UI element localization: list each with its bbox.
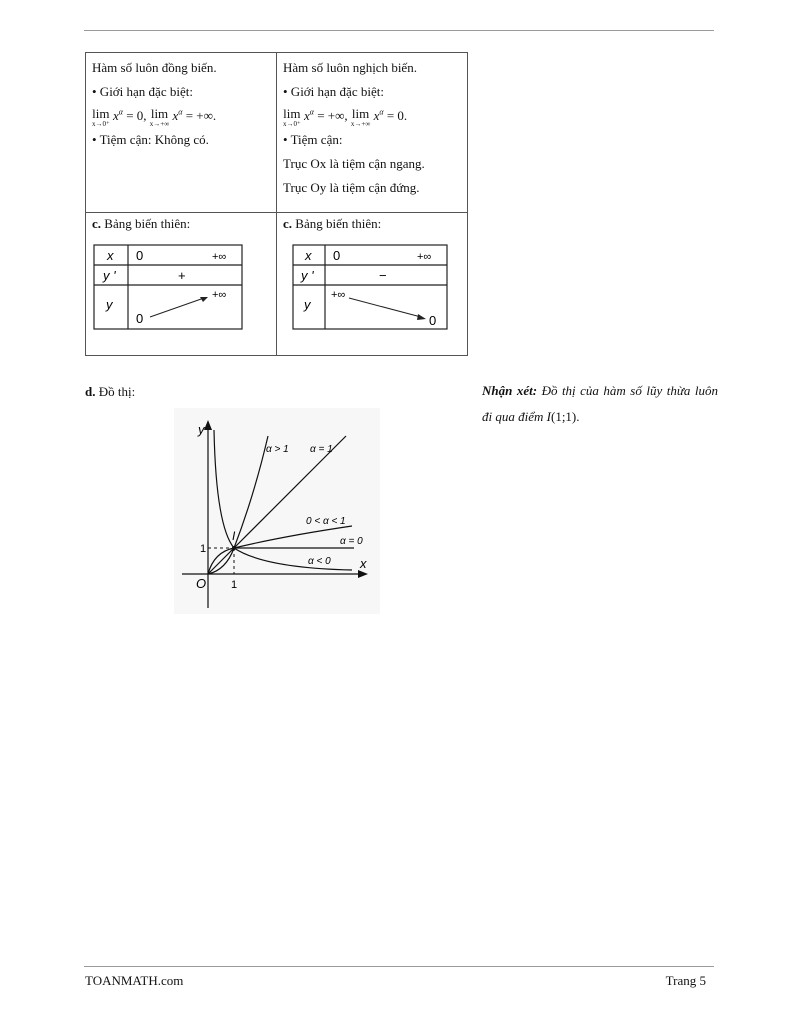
- bbt-sign: −: [379, 267, 387, 283]
- bbt-x-start: 0: [333, 247, 341, 263]
- bottom-rule: [84, 966, 714, 967]
- properties-table: [85, 52, 468, 356]
- bbt-arrow-up: [150, 298, 204, 317]
- tick-x-1: 1: [231, 579, 238, 591]
- lim-value: = +∞.: [185, 108, 217, 124]
- lim-variable: x: [373, 108, 380, 124]
- lim-value: = 0.: [386, 108, 408, 124]
- exponent: α: [118, 107, 123, 117]
- bbt-y-label: y: [106, 296, 113, 312]
- label-alpha-lt-0: α < 0: [308, 556, 331, 567]
- variation-table-cell: [86, 213, 277, 356]
- special-limits-title: • Giới hạn đặc biệt:: [283, 84, 384, 100]
- variation-table-cell: [277, 213, 468, 356]
- variation-table-title: Bảng biến thiên:: [104, 216, 191, 231]
- lim-subscript: x→0⁺: [92, 119, 110, 128]
- exponent: α: [178, 107, 183, 117]
- asymptote-title: • Tiệm cận:: [283, 132, 343, 148]
- bbt-yprime-label: y ': [301, 267, 314, 283]
- section-letter: c.: [283, 216, 293, 231]
- bbt-x-label: x: [107, 247, 114, 263]
- asymptote-text: • Tiệm cận: Không có.: [92, 132, 209, 148]
- x-axis-label: x: [360, 556, 367, 571]
- lim-variable: x: [303, 108, 310, 124]
- lim-value: = +∞,: [317, 108, 348, 124]
- variation-table-increasing: [92, 243, 244, 331]
- lim-word: lim: [150, 105, 169, 121]
- remark-coords: (1;1): [550, 409, 577, 424]
- lim-word: lim: [351, 105, 370, 121]
- vertical-asymptote: Trục Oy là tiệm cận đứng.: [283, 180, 420, 196]
- bbt-arrowhead: [417, 314, 426, 320]
- point-I-label: I: [232, 529, 236, 543]
- bbt-x-end: +∞: [212, 250, 227, 263]
- remark-label: Nhận xét:: [482, 383, 538, 398]
- origin-label: O: [196, 576, 207, 591]
- lim-variable: x: [112, 108, 119, 124]
- remark-point: I: [546, 409, 551, 424]
- bbt-sign: +: [178, 267, 186, 283]
- variation-table-title: Bảng biến thiên:: [295, 216, 382, 231]
- exponent: α: [309, 107, 314, 117]
- power-function-graph: [174, 408, 384, 618]
- footer-site: TOANMATH.com: [85, 973, 184, 988]
- horizontal-asymptote: Trục Ox là tiệm cận ngang.: [283, 156, 425, 172]
- bbt-y-label: y: [304, 296, 311, 312]
- point-I: [232, 546, 236, 550]
- lim-subscript: x→+∞: [350, 119, 371, 128]
- remark-note: Nhận xét: Đồ thị của hàm số lũy thừa luôn đi qua điểm I(1;1).: [482, 383, 719, 424]
- lim-word: lim: [283, 105, 301, 121]
- bbt-x-start: 0: [136, 247, 144, 263]
- lim-subscript: x→0⁺: [283, 119, 301, 128]
- bbt-yprime-label: y ': [103, 267, 116, 283]
- limits-formula: [92, 104, 270, 128]
- bbt-y-start: 0: [136, 310, 144, 326]
- bbt-arrow-down: [349, 298, 421, 317]
- decreasing-summary: Hàm số luôn nghịch biến.: [283, 60, 417, 75]
- lim-value: = 0,: [126, 108, 147, 124]
- bbt-x-label: x: [305, 247, 312, 263]
- label-alpha-eq-0: α = 0: [340, 536, 363, 547]
- bbt-x-end: +∞: [417, 250, 432, 263]
- label-alpha-between: 0 < α < 1: [306, 516, 346, 527]
- section-letter: c.: [92, 216, 102, 231]
- lim-word: lim: [92, 105, 110, 121]
- increasing-case-cell: [86, 53, 277, 213]
- top-rule: [84, 30, 714, 31]
- bbt-y-start: +∞: [331, 288, 346, 301]
- remark-text: Đồ thị của hàm số lũy thừa luôn đi qua điểm: [482, 383, 719, 424]
- y-axis-label: y: [198, 422, 205, 437]
- exponent: α: [379, 107, 384, 117]
- bbt-y-end: 0: [429, 312, 437, 328]
- footer-page-number: Trang 5: [665, 973, 706, 988]
- bbt-y-end: +∞: [212, 288, 227, 301]
- graph-heading: d. Đồ thị:: [85, 384, 136, 399]
- lim-variable: x: [172, 108, 179, 124]
- label-alpha-gt-1: α > 1: [266, 444, 289, 455]
- limits-formula: [283, 104, 461, 128]
- label-alpha-eq-1: α = 1: [310, 444, 333, 455]
- lim-subscript: x→+∞: [149, 119, 170, 128]
- decreasing-case-cell: [277, 53, 468, 213]
- increasing-summary: Hàm số luôn đồng biến.: [92, 60, 217, 75]
- variation-table-decreasing: [283, 243, 451, 331]
- special-limits-title: • Giới hạn đặc biệt:: [92, 84, 193, 100]
- tick-y-1: 1: [200, 543, 207, 555]
